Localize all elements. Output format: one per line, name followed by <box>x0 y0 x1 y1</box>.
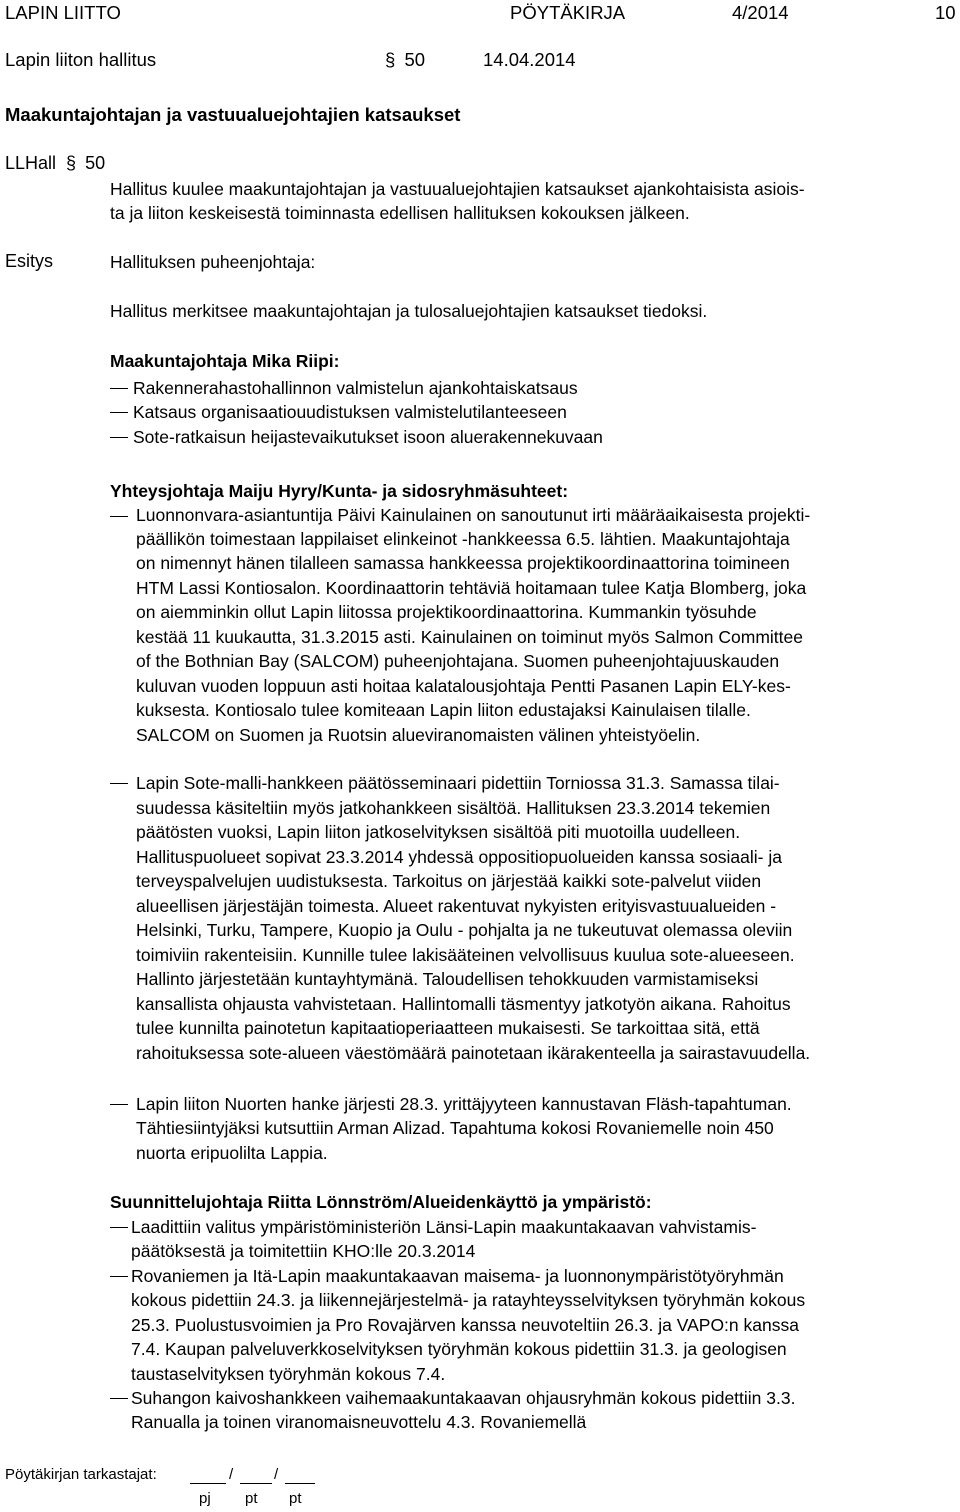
bullet-dash <box>110 783 128 784</box>
paragraph-line: päätöksestä ja toimitettiin KHO:lle 20.3.2014 <box>131 1241 476 1261</box>
doc-type: PÖYTÄKIRJA <box>510 2 626 23</box>
paragraph-line: rahoituksessa sote-alueen väestömäärä painotetaan ikärakenteella ja sairastavuudella. <box>136 1043 811 1063</box>
paragraph-line: kansallista ohjausta vahvistetaan. Hallintomalli täsmentyy jatkotyön aikana. Rahoitus <box>136 994 791 1014</box>
paragraph-line: kestää 11 kuukautta, 31.3.2015 asti. Kainulainen on toiminut myös Salmon Committee <box>136 627 803 647</box>
paragraph-line: suudessa käsiteltiin myös jatkohankkeen sisältöä. Hallituksen 23.3.2014 tekemien <box>136 798 771 818</box>
paragraph-line: on nimennyt hänen tilalleen samassa hankkeessa projektikoordinaattorina toimineen <box>136 553 790 573</box>
section-ref-number: 50 <box>85 153 106 173</box>
bullet-dash <box>110 1398 128 1399</box>
section-symbol: § <box>385 49 396 70</box>
proposal-text: Hallitus merkitsee maakuntajohtajan ja tulosaluejohtajien katsaukset tiedoksi. <box>110 301 708 321</box>
bullet-dash <box>110 388 128 389</box>
signature-separator: / <box>229 1466 234 1483</box>
maiju-heading: Yhteysjohtaja Maiju Hyry/Kunta- ja sidosryhmäsuhteet: <box>110 481 569 501</box>
paragraph-line: kuksesta. Kontiosalo tulee komiteaan Lapin liiton edustajaksi Kainulaisen tilalle. <box>136 700 751 720</box>
paragraph-line: Lapin liiton Nuorten hanke järjesti 28.3. yrittäjyyteen kannustavan Fläsh-tapahtuman. <box>136 1094 792 1114</box>
mika-heading: Maakuntajohtaja Mika Riipi: <box>110 351 340 371</box>
paragraph-line: Hallinto järjestetään kuntayhtymänä. Taloudellisen tehokkuuden varmistamiseksi <box>136 969 759 989</box>
paragraph-line: Ranualla ja toinen viranomaisneuvottelu 4.3. Rovaniemellä <box>131 1412 587 1432</box>
paragraph-line: kokous pidettiin 24.3. ja liikennejärjestelmä- ja ratayhteysselvityksen työryhmän kokous <box>131 1290 806 1310</box>
paragraph-line: nuorta eripuolilta Lappia. <box>136 1143 328 1163</box>
paragraph-line: Helsinki, Turku, Tampere, Kuopio ja Oulu - pohjalta ja ne tukeutuvat olemassa oleviin <box>136 920 793 940</box>
list-item: Sote-ratkaisun heijastevaikutukset isoon aluerakennekuvaan <box>133 427 603 447</box>
initial-pt: pt <box>289 1490 302 1507</box>
paragraph-line: 7.4. Kaupan palveluverkkoselvityksen työryhmän kokous pidettiin 31.3. ja geologisen <box>131 1339 787 1359</box>
page-title: Maakuntajohtajan ja vastuualuejohtajien katsaukset <box>5 104 461 125</box>
org-name: LAPIN LIITTO <box>5 2 121 23</box>
bullet-dash <box>110 1227 128 1228</box>
paragraph-line: 25.3. Puolustusvoimien ja Pro Rovajärven kanssa neuvoteltiin 26.3. ja VAPO:n kanssa <box>131 1315 799 1335</box>
initial-pj: pj <box>199 1490 211 1507</box>
initial-pt: pt <box>245 1490 258 1507</box>
paragraph-line: Lapin Sote-malli-hankkeen päätösseminaari pidettiin Torniossa 31.3. Samassa tilai- <box>136 773 780 793</box>
paragraph-line: on aiemminkin ollut Lapin liitossa projektikoordinaattorina. Kummankin työsuhde <box>136 602 757 622</box>
riitta-heading: Suunnittelujohtaja Riitta Lönnström/Alueidenkäyttö ja ympäristö: <box>110 1192 652 1212</box>
proposal-label: Esitys <box>5 251 54 271</box>
signature-line <box>240 1483 272 1484</box>
paragraph-line: Tähtiesiintyjäksi kutsuttiin Arman Alizad. Tapahtuma kokosi Rovaniemelle noin 450 <box>136 1118 774 1138</box>
section-ref-symbol: § <box>66 153 77 173</box>
intro-line: Hallitus kuulee maakuntajohtajan ja vastuualuejohtajien katsaukset ajankohtaisista asiois- <box>110 179 805 199</box>
paragraph-line: HTM Lassi Kontiosalon. Koordinaattorin tehtäviä hoitamaan tulee Katja Blomberg, joka <box>136 578 807 598</box>
section-number <box>385 49 425 71</box>
bullet-dash <box>110 1104 128 1105</box>
proposal-presenter: Hallituksen puheenjohtaja: <box>110 252 316 272</box>
paragraph-line: Luonnonvara-asiantuntija Päivi Kainulainen on sanoutunut irti määräaikaisesta projekti- <box>136 505 811 525</box>
paragraph-line: alueellisen järjestäjän toimesta. Alueet rakentuvat nykyisten erityisvastuualueiden - <box>136 896 777 916</box>
paragraph-line: toimiviin rakenteisiin. Kunnille tulee lakisääteinen velvollisuus kuulua sote-alueeseen. <box>136 945 795 965</box>
paragraph-line: Laadittiin valitus ympäristöministeriön Länsi-Lapin maakuntakaavan vahvistamis- <box>131 1217 757 1237</box>
list-item: Rakennerahastohallinnon valmistelun ajankohtaiskatsaus <box>133 378 578 398</box>
footer-label: Pöytäkirjan tarkastajat: <box>5 1466 157 1483</box>
bullet-dash <box>110 437 128 438</box>
signature-line <box>190 1483 226 1484</box>
paragraph-line: päällikön toimestaan lappilaiset elinkeinot -hankkeessa 6.5. lähtien. Maakuntajohtaja <box>136 529 790 549</box>
paragraph-line: Hallituspuolueet sopivat 23.3.2014 yhdessä oppositiopuolueiden kanssa sosiaali- ja <box>136 847 782 867</box>
paragraph-line: terveyspalvelujen uudistuksesta. Tarkoitus on järjestää kaikki sote-palvelut viiden <box>136 871 762 891</box>
bullet-dash <box>110 412 128 413</box>
section-ref <box>5 153 105 174</box>
meeting-body: Lapin liiton hallitus <box>5 49 157 70</box>
doc-number: 4/2014 <box>732 2 789 23</box>
paragraph-line: Rovaniemen ja Itä-Lapin maakuntakaavan maisema- ja luonnonympäristötyöryhmän <box>131 1266 784 1286</box>
paragraph-line: Suhangon kaivoshankkeen vaihemaakuntakaavan ohjausryhmän kokous pidettiin 3.3. <box>131 1388 796 1408</box>
intro-line: ta ja liiton keskeisestä toiminnasta edellisen hallituksen kokouksen jälkeen. <box>110 203 690 223</box>
paragraph-line: SALCOM on Suomen ja Ruotsin alueviranomaisten välinen yhteistyöelin. <box>136 725 701 745</box>
section-ref-prefix: LLHall <box>5 153 57 173</box>
paragraph-line: tulee kunnilta painotetun kapitaatioperiaatteen mukaisesti. Se tarkoittaa sitä, että <box>136 1018 760 1038</box>
bullet-dash <box>110 516 128 517</box>
page-number: 10 <box>935 2 956 23</box>
paragraph-line: päätösten vuoksi, Lapin liiton jatkoselvityksen sisältöä piti muotoilla uudelleen. <box>136 822 741 842</box>
signature-line <box>285 1483 315 1484</box>
paragraph-line: of the Bothnian Bay (SALCOM) puheenjohtajana. Suomen puheenjohtajuuskauden <box>136 651 780 671</box>
section-number-value: 50 <box>404 49 426 70</box>
list-item: Katsaus organisaatiouudistuksen valmistelutilanteeseen <box>133 402 567 422</box>
meeting-date: 14.04.2014 <box>483 49 576 70</box>
signature-separator: / <box>274 1466 279 1483</box>
bullet-dash <box>110 1276 128 1277</box>
paragraph-line: taustaselvityksen työryhmän kokous 7.4. <box>131 1364 446 1384</box>
paragraph-line: kuluvan vuoden loppuun asti hoitaa kalatalousjohtaja Pentti Pasanen Lapin ELY-kes- <box>136 676 791 696</box>
